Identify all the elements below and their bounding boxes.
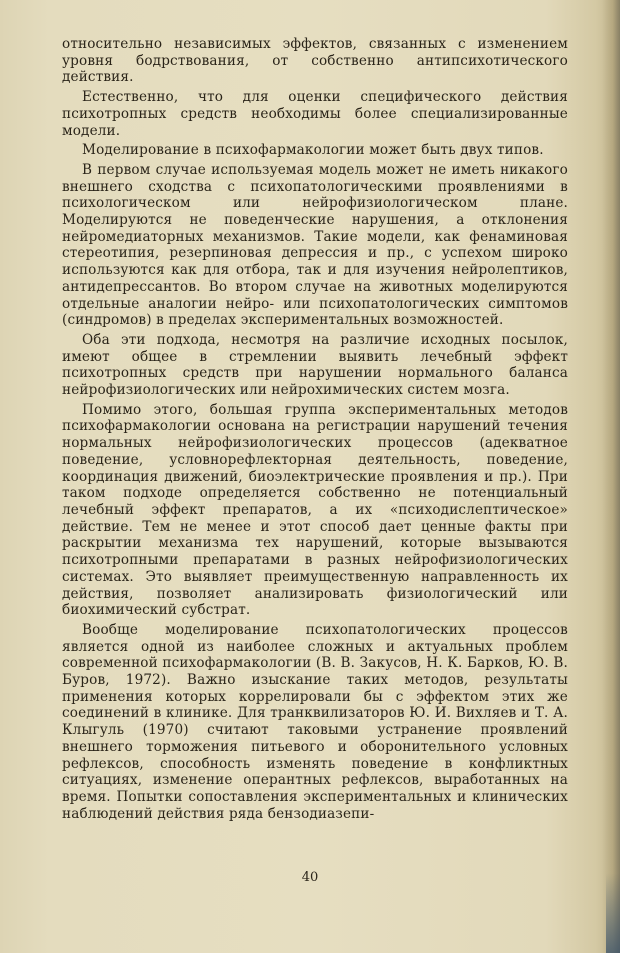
paragraph: Оба эти подхода, несмотря на различие исходных посылок, имеют общее в стремлении выявить лечебный эффект психотропных средств при нарушении нормального баланса нейрофизиологических или нейрохимических систем мозга. <box>62 331 568 399</box>
paragraph: Вообще моделирование психопатологических процессов является одной из наиболее сложных и актуальных проблем современной психофармакологии (В. В. Закусов, Н. К. Барков, Ю. В. Буров, 1972). Важно изыскание таких методов, результаты применения которых коррелировали бы с эффектом этих же соединений в клинике. Для транквилизаторов Ю. И. Вихляев и Т. А. Клыгуль (1970) считают таковыми устранение проявлений внешнего торможения питьевого и оборонительного условных рефлексов, способность изменять поведение в конфликтных ситуациях, изменение оперантных рефлексов, выработанных на время. Попытки сопоставления экспериментальных и клинических наблюдений действия ряда бензодиазепи- <box>62 621 568 822</box>
paragraph: В первом случае используемая модель может не иметь никакого внешнего сходства с психопатологическими проявлениями в психологическом или нейрофизиологическом плане. Моделируются не поведенческие нарушения, а отклонения нейромедиаторных механизмов. Такие модели, как фенаминовая стереотипия, резерпиновая депрессия и пр., с успехом широко используются как для отбора, так и для изучения нейролептиков, антидепрессантов. Во втором случае на животных моделируются отдельные аналогии нейро- или психопатологических симптомов (синдромов) в пределах экспериментальных возможностей. <box>62 161 568 329</box>
body-text <box>62 36 568 825</box>
page-corner-shadow <box>606 873 620 953</box>
paragraph: Помимо этого, большая группа экспериментальных методов психофармакологии основана на регистрации нарушений течения нормальных нейрофизиологических процессов (адекватное поведение, условнорефлекторная деятельность, поведение, координация движений, биоэлектрические проявления и пр.). При таком подходе определяется собственно не потенциальный лечебный эффект препаратов, а их «психодислептическое» действие. Тем не менее и этот способ дает ценные факты при раскрытии механизма тех нарушений, которые вызываются психотропными препаратами в разных нейрофизиологических системах. Это выявляет преимущественную направленность их действия, позволяет анализировать физиологический или биохимический субстрат. <box>62 401 568 619</box>
paragraph-continuation: относительно независимых эффектов, связанных с изменением уровня бодрствования, от собственно антипсихотического действия. <box>62 36 568 86</box>
paragraph: Естественно, что для оценки специфического действия психотропных средств необходимы более специализированные модели. <box>62 89 568 139</box>
paragraph: Моделирование в психофармакологии может быть двух типов. <box>82 142 544 159</box>
page-number: 40 <box>301 870 319 885</box>
page-binding-shadow <box>602 0 620 953</box>
